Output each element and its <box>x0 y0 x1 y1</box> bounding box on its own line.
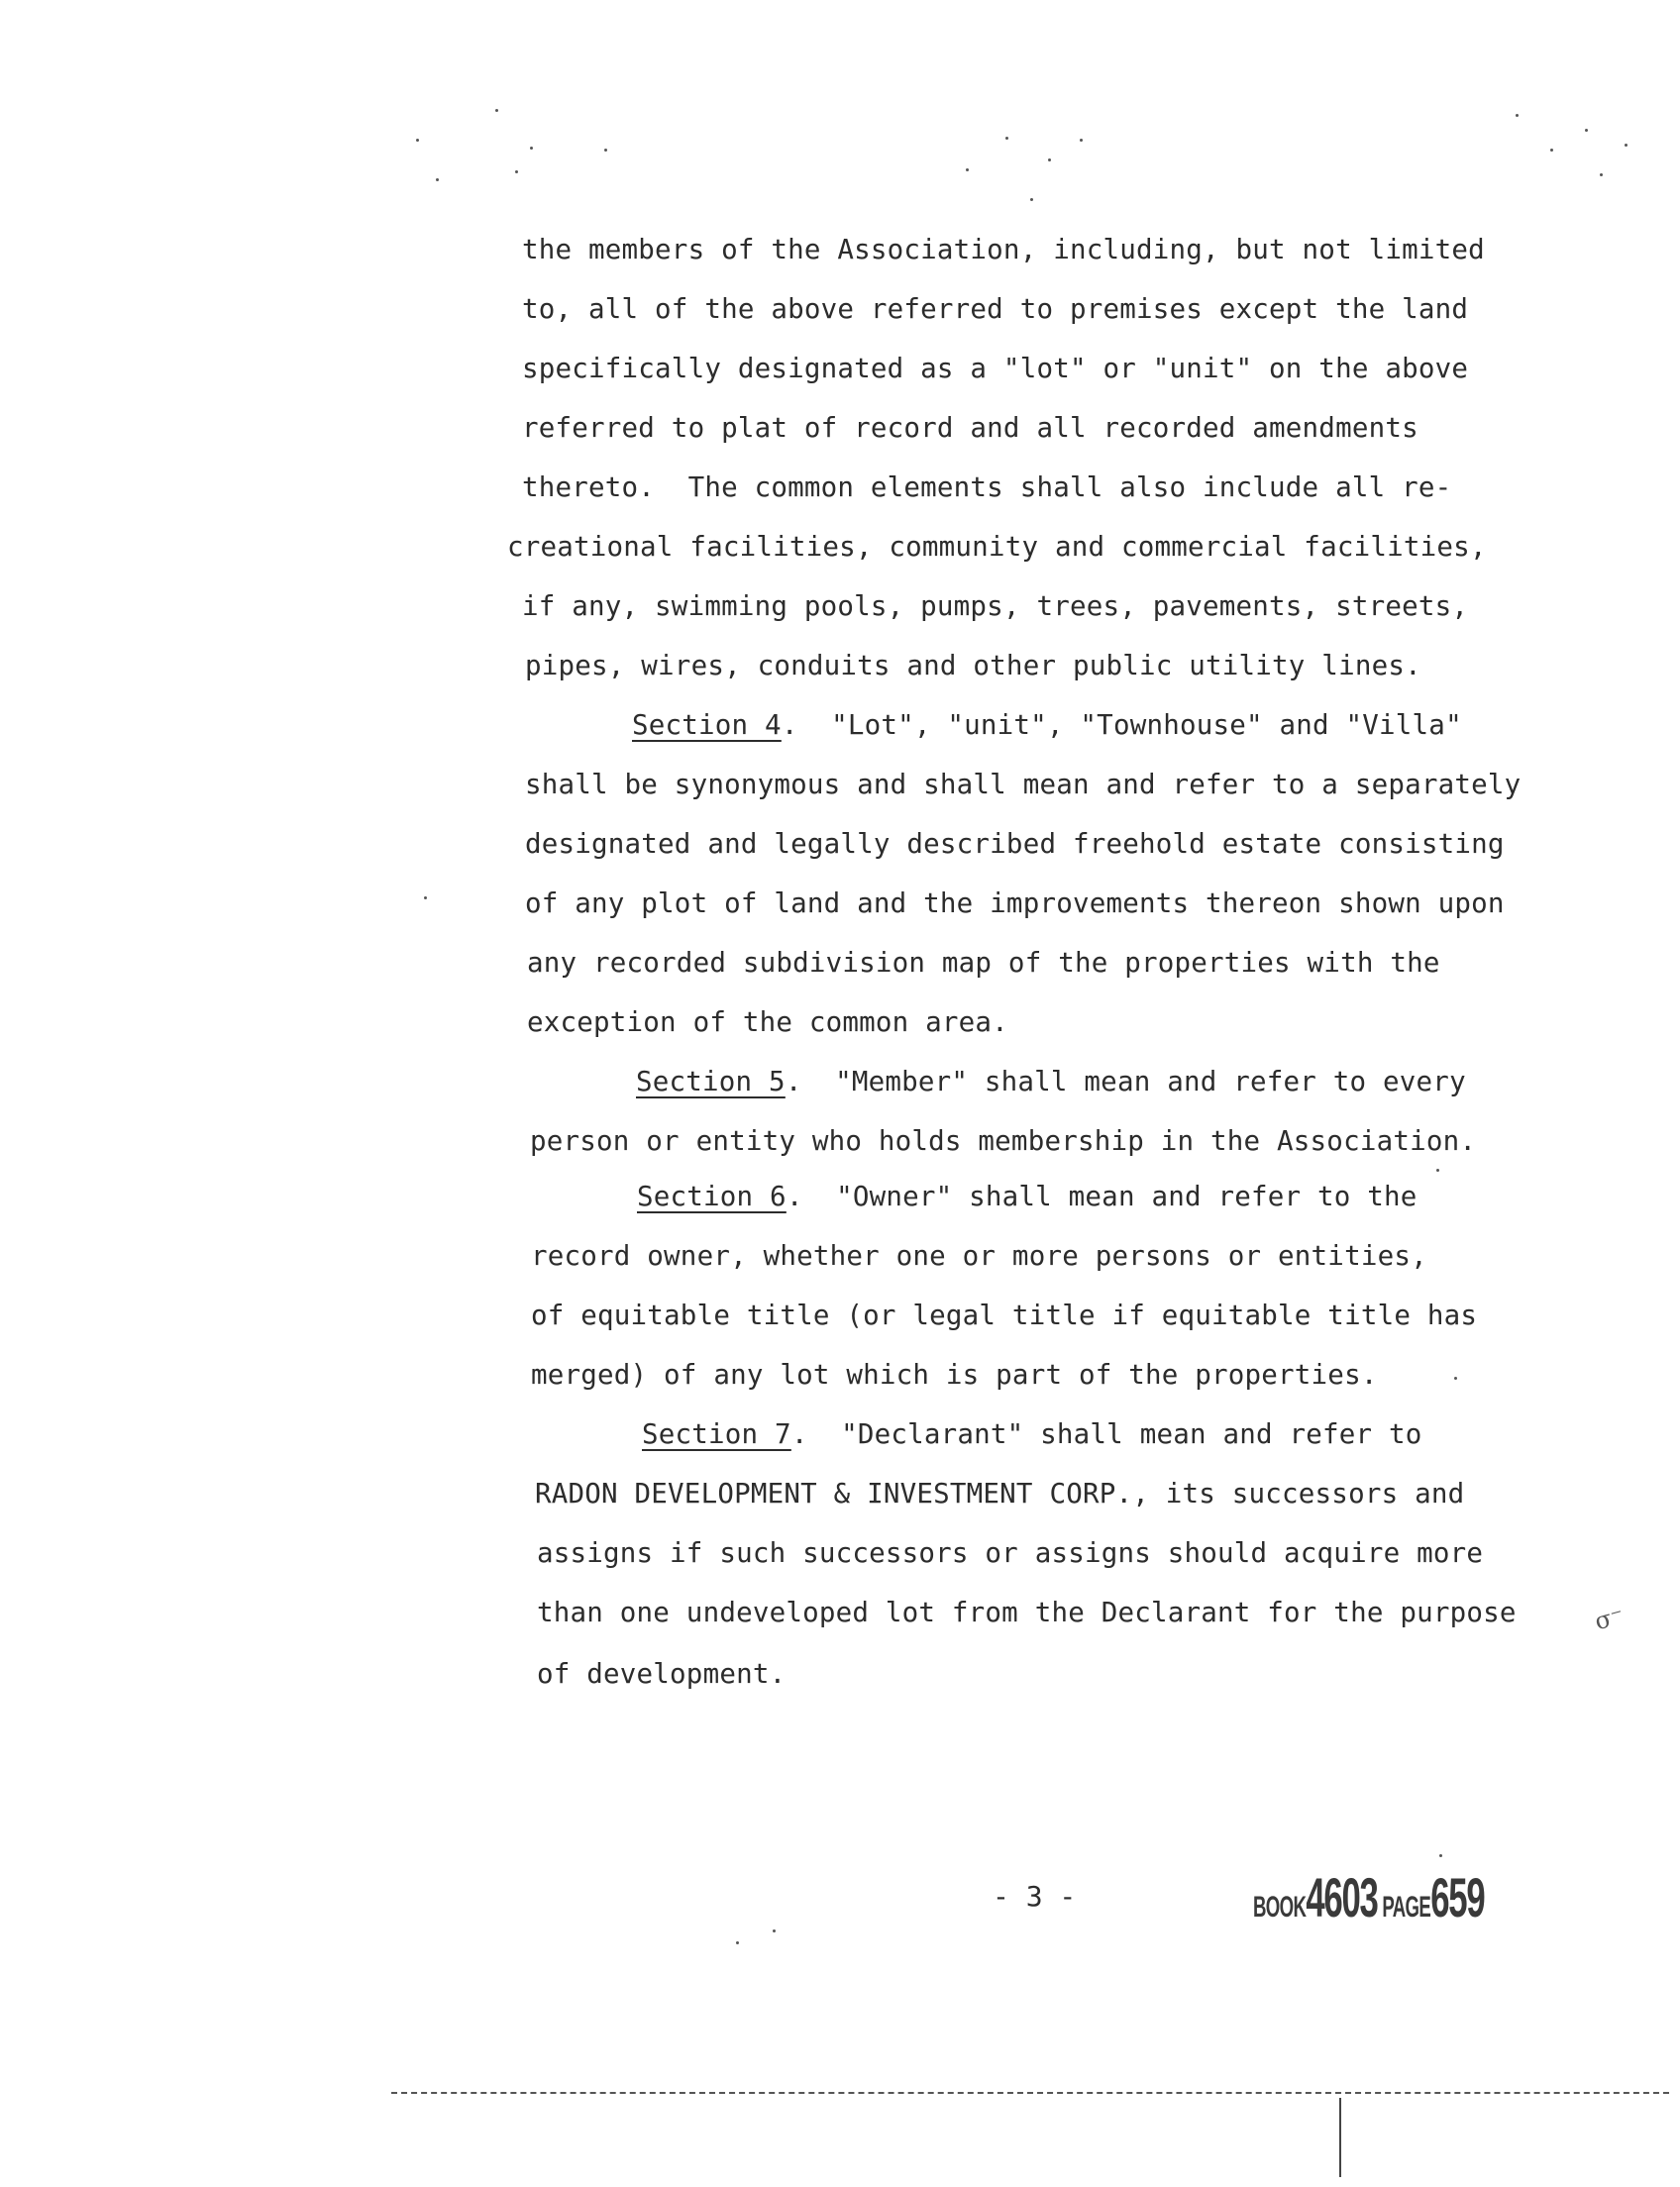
scan-speck <box>416 139 419 142</box>
scan-speck <box>436 178 439 181</box>
text-line: if any, swimming pools, pumps, trees, pavements, streets, <box>522 590 1469 622</box>
scan-edge-mark <box>1339 2098 1341 2177</box>
section-5-heading: Section 5 <box>636 1066 786 1097</box>
section-7-heading: Section 7 <box>642 1418 791 1450</box>
text-line: assigns if such successors or assigns should acquire more <box>537 1537 1484 1569</box>
scan-speck <box>773 1929 776 1932</box>
text-line: of equitable title (or legal title if equitable title has <box>531 1300 1478 1331</box>
text-line: exception of the common area. <box>527 1006 1008 1038</box>
stamp-book-label: BOOK <box>1253 1891 1307 1924</box>
scan-speck <box>1585 129 1588 132</box>
scan-speck <box>1005 137 1008 140</box>
section-5-heading-line <box>636 1066 1466 1097</box>
section-5-first-line: . "Member" shall mean and refer to every <box>785 1066 1466 1097</box>
section-6-first-line: . "Owner" shall mean and refer to the <box>786 1181 1418 1212</box>
text-line: of any plot of land and the improvements thereon shown upon <box>525 887 1505 919</box>
text-line: pipes, wires, conduits and other public utility lines. <box>525 650 1421 681</box>
text-line: thereto. The common elements shall also include all re- <box>522 471 1452 503</box>
scan-speck <box>1625 144 1628 147</box>
scan-speck <box>604 149 607 152</box>
section-6-heading: Section 6 <box>637 1181 787 1212</box>
text-line: person or entity who holds membership in the Association. <box>530 1125 1477 1157</box>
scan-edge-line <box>391 2092 1669 2094</box>
text-line: shall be synonymous and shall mean and refer to a separately <box>525 769 1522 800</box>
scan-speck <box>530 147 533 150</box>
scan-speck <box>1048 158 1051 161</box>
text-line: record owner, whether one or more persons or entities, <box>531 1240 1427 1272</box>
scan-speck <box>1436 1169 1439 1172</box>
scan-speck <box>1600 173 1603 176</box>
scan-speck <box>1550 149 1553 152</box>
scan-speck <box>1030 198 1033 201</box>
scan-speck <box>1454 1377 1457 1380</box>
stamp-page-label: PAGE <box>1382 1891 1431 1924</box>
text-line: creational facilities, community and commercial facilities, <box>507 531 1487 563</box>
scan-speck <box>966 168 969 171</box>
section-4-heading: Section 4 <box>632 709 782 741</box>
scan-speck <box>495 109 498 112</box>
section-4-first-line: . "Lot", "unit", "Townhouse" and "Villa" <box>781 709 1462 741</box>
page-number: - 3 - <box>993 1880 1077 1913</box>
scan-speck <box>1439 1854 1442 1857</box>
scan-speck <box>1080 139 1083 142</box>
section-7-first-line: . "Declarant" shall mean and refer to <box>790 1418 1422 1450</box>
book-page-stamp <box>1253 1865 1484 1929</box>
text-line: to, all of the above referred to premises except the land <box>522 293 1469 325</box>
text-line: merged) of any lot which is part of the properties. <box>531 1359 1378 1391</box>
text-line: the members of the Association, including, but not limited <box>522 234 1485 265</box>
scan-speck <box>736 1941 739 1944</box>
section-4-heading-line <box>632 709 1462 741</box>
section-7-heading-line <box>642 1418 1422 1450</box>
text-line: designated and legally described freehold estate consisting <box>525 828 1505 860</box>
text-line: any recorded subdivision map of the properties with the <box>527 947 1440 979</box>
scan-speck <box>515 170 518 173</box>
scan-speck <box>424 896 427 899</box>
text-line: specifically designated as a "lot" or "unit" on the above <box>522 353 1469 384</box>
text-line: than one undeveloped lot from the Declarant for the purpose <box>537 1597 1517 1628</box>
text-line: RADON DEVELOPMENT & INVESTMENT CORP., its successors and <box>535 1478 1465 1510</box>
text-line: referred to plat of record and all recorded amendments <box>522 412 1418 444</box>
scan-speck <box>1516 114 1519 117</box>
margin-scribble-icon: σ⁻ <box>1591 1601 1628 1636</box>
section-6-heading-line <box>637 1181 1418 1212</box>
stamp-book-number: 4603 <box>1306 1866 1378 1928</box>
stamp-page-number: 659 <box>1430 1866 1485 1928</box>
text-line: of development. <box>537 1658 787 1690</box>
